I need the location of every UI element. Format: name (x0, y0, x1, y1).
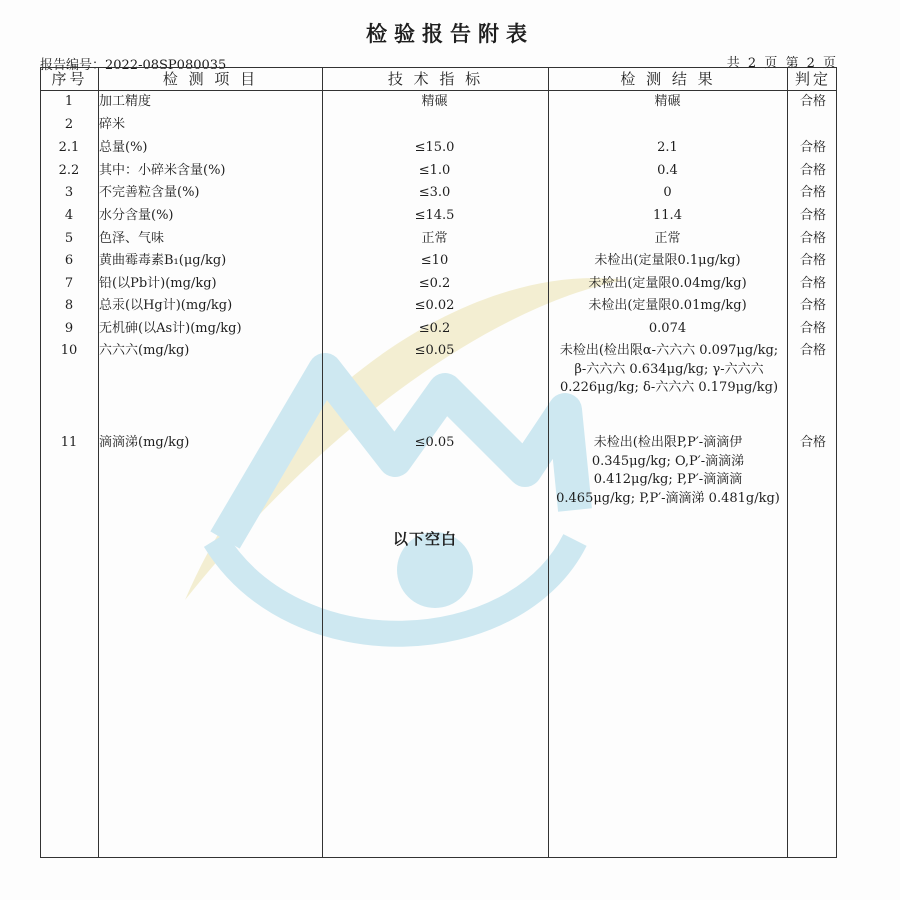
row-item: 色泽、气味 (99, 231, 165, 246)
row-no: 11 (60, 435, 78, 450)
header-no: 序号 (51, 70, 88, 88)
row-no: 8 (64, 298, 74, 313)
row-spec: ≤0.05 (414, 343, 455, 358)
row-spec: ≤0.2 (418, 321, 451, 336)
row-result: 未检出(定量限0.04mg/kg) (588, 276, 747, 291)
row-judge: 合格 (799, 343, 826, 358)
row-item: 总量(%) (99, 140, 148, 155)
row-judge: 合格 (799, 140, 826, 155)
row-judge: 合格 (799, 94, 826, 109)
row-item: 碎米 (99, 117, 126, 132)
row-no: 2.1 (58, 140, 80, 155)
row-no: 5 (64, 231, 74, 246)
row-item: 加工精度 (99, 94, 152, 109)
header-judge: 判定 (794, 70, 831, 88)
row-item: 滴滴涕(mg/kg) (99, 435, 190, 450)
row-no: 4 (64, 208, 74, 223)
row-judge: 合格 (799, 435, 826, 450)
row-judge: 合格 (799, 321, 826, 336)
row-judge: 合格 (799, 298, 826, 313)
row-spec: ≤14.5 (414, 208, 455, 223)
row-judge: 合格 (799, 163, 826, 178)
header-result: 检 测 结 果 (620, 70, 716, 88)
row-no: 2 (64, 117, 74, 132)
row-item: 总汞(以Hg计)(mg/kg) (99, 298, 233, 313)
row-judge: 合格 (799, 185, 826, 200)
row-no: 2.2 (58, 163, 80, 178)
report-number: 报告编号：2022-08SP080035 (40, 58, 227, 73)
row-result: 2.1 (657, 140, 678, 155)
row-item: 不完善粒含量(%) (99, 185, 200, 200)
row-spec: ≤15.0 (414, 140, 455, 155)
row-result: 未检出(检出限P,P′-滴滴伊 0.345μg/kg; O,P′-滴滴涕 0.412μg/kg; P,P′-滴滴滴 0.465μg/kg; P,P′-滴滴涕 0.481g/kg) (556, 435, 780, 506)
row-no: 3 (64, 185, 74, 200)
header-spec: 技 术 指 标 (387, 70, 484, 88)
row-no: 9 (64, 321, 74, 336)
row-spec: ≤0.2 (418, 276, 451, 291)
row-result: 0.074 (648, 321, 687, 336)
row-result: 未检出(定量限0.1μg/kg) (594, 253, 741, 268)
page-indicator: 共 2 页 第 2 页 (726, 56, 838, 71)
row-no: 6 (64, 253, 74, 268)
header-item: 检 测 项 目 (162, 70, 259, 88)
row-spec: 正常 (421, 231, 448, 246)
row-spec: ≤0.05 (414, 435, 455, 450)
row-spec: ≤0.02 (414, 298, 455, 313)
row-item: 水分含量(%) (99, 208, 174, 223)
row-result: 0 (663, 185, 672, 200)
row-item: 无机砷(以As计)(mg/kg) (99, 321, 242, 336)
row-result: 正常 (654, 231, 681, 246)
row-judge: 合格 (799, 231, 826, 246)
row-result: 未检出(定量限0.01mg/kg) (588, 298, 747, 313)
row-no: 1 (64, 94, 74, 109)
row-spec: ≤3.0 (418, 185, 451, 200)
row-judge: 合格 (799, 253, 826, 268)
blank-below-note: 以下空白 (393, 530, 458, 548)
document-title: 检验报告附表 (366, 22, 534, 46)
row-spec: ≤10 (420, 253, 449, 268)
row-spec: 精碾 (421, 94, 448, 109)
row-item: 黄曲霉毒素B₁(μg/kg) (99, 253, 227, 268)
row-result: 0.4 (657, 163, 678, 178)
row-judge: 合格 (799, 208, 826, 223)
row-result: 精碾 (654, 94, 681, 109)
row-result: 11.4 (653, 208, 682, 223)
row-result: 未检出(检出限α-六六六 0.097μg/kg; β-六六六 0.634μg/kg; γ-六六六 0.226μg/kg; δ-六六六 0.179μg/kg) (559, 343, 779, 395)
row-spec: ≤1.0 (418, 163, 451, 178)
row-judge: 合格 (799, 276, 826, 291)
row-item: 六六六(mg/kg) (99, 343, 190, 358)
row-no: 7 (64, 276, 74, 291)
row-item: 铅(以Pb计)(mg/kg) (99, 276, 217, 291)
results-table (40, 67, 837, 858)
row-item: 其中：小碎米含量(%) (99, 163, 226, 178)
row-no: 10 (60, 343, 78, 358)
